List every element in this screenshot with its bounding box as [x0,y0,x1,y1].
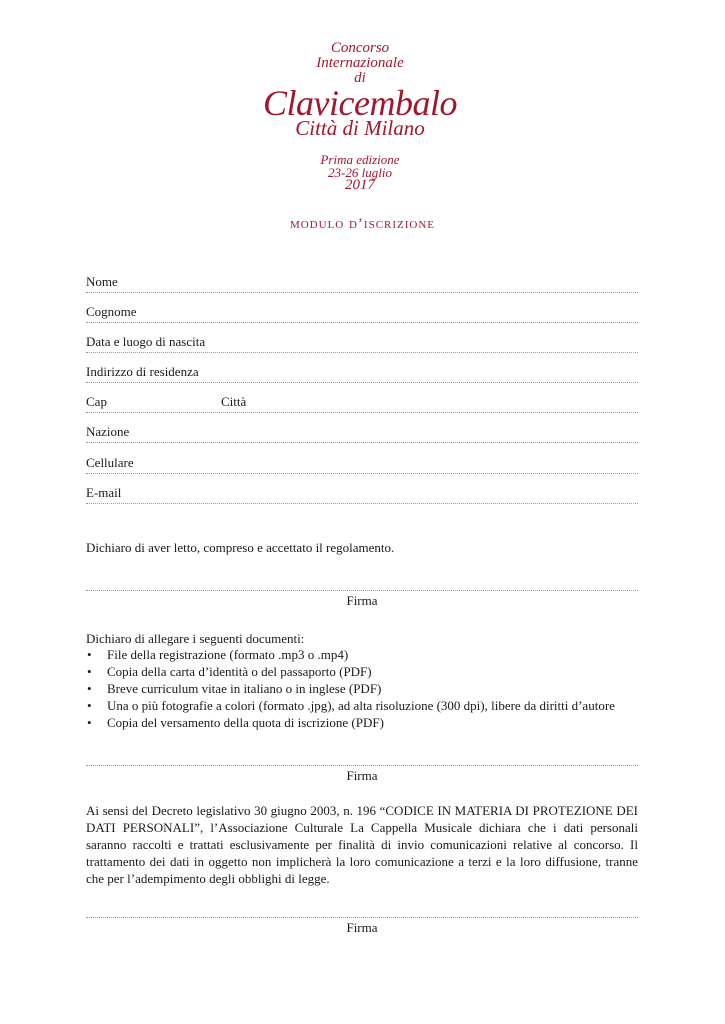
list-item [86,680,638,697]
document-text: Una o più fotografie a colori (formato .jpg), ad alta risoluzione (300 dpi), libere da diritti d’autore [107,698,615,713]
logo-line-concorso: Concorso [330,40,390,56]
logo-line-year: 2017 [345,177,375,193]
declaration-documenti: Dichiaro di allegare i seguenti documenti: [86,631,305,646]
signature-label-1: Firma [346,593,378,608]
competition-logo [240,38,480,198]
cognome-label: Cognome [86,304,137,319]
list-item [86,714,638,731]
document-text: Copia della carta d’identità o del passaporto (PDF) [107,664,372,679]
nazione-field[interactable] [86,420,638,443]
document-text: Breve curriculum vitae in italiano o in inglese (PDF) [107,681,382,696]
document-text: Copia del versamento della quota di iscrizione (PDF) [107,715,384,730]
signature-line-1[interactable] [86,590,638,591]
bullet: • [87,664,92,679]
nome-label: Nome [86,274,118,289]
privacy-notice: Ai sensi del Decreto legislativo 30 giugno 2003, n. 196 “CODICE IN MATERIA DI PROTEZIONE DEI DATI PERSONALI”, l’Associazione Culturale La Cappella Musicale dichiara che i dati personali saranno raccolti e trattati esclusivamente per finalità di invio comunicazioni relative al concorso. Il trattamento dei dati in oggetto non implicherà la loro comunicazione a terzi e la loro diffusione, tranne che per l’adempimento degli obblighi di legge. [86,803,638,886]
form-title: modulo d’iscrizione [289,216,436,232]
document-text: File della registrazione (formato .mp3 o .mp4) [107,647,349,662]
nazione-label: Nazione [86,424,130,439]
logo-line-edizione: Prima edizione [320,152,400,167]
logo-line-date: 23-26 luglio [328,165,392,180]
nome-field[interactable] [86,270,638,293]
logo-line-citta: Città di Milano [295,116,425,140]
bullet: • [87,647,92,662]
cognome-field[interactable] [86,300,638,323]
residenza-field[interactable] [86,360,638,383]
list-item [86,646,638,663]
declaration-regolamento: Dichiaro di aver letto, compreso e accettato il regolamento. [86,540,395,555]
email-label: E-mail [86,485,122,500]
bullet: • [87,681,92,696]
logo-line-di: di [354,70,366,86]
signature-line-2[interactable] [86,765,638,766]
documents-list [86,646,638,731]
nascita-field[interactable] [86,330,638,353]
email-field[interactable] [86,481,638,504]
nascita-label: Data e luogo di nascita [86,334,206,349]
citta-label: Città [221,394,247,409]
list-item [86,697,638,714]
cap-citta-field[interactable] [86,390,638,413]
bullet: • [87,698,92,713]
logo-line-internazionale: Internazionale [316,55,404,71]
list-item [86,663,638,680]
signature-line-3[interactable] [86,917,638,918]
logo-line-clavicembalo: Clavicembalo [263,83,457,123]
signature-label-2: Firma [346,768,378,783]
cellulare-label: Cellulare [86,455,134,470]
cap-label: Cap [86,394,107,409]
residenza-label: Indirizzo di residenza [86,364,199,379]
bullet: • [87,715,92,730]
cellulare-field[interactable] [86,451,638,474]
signature-label-3: Firma [346,920,378,935]
